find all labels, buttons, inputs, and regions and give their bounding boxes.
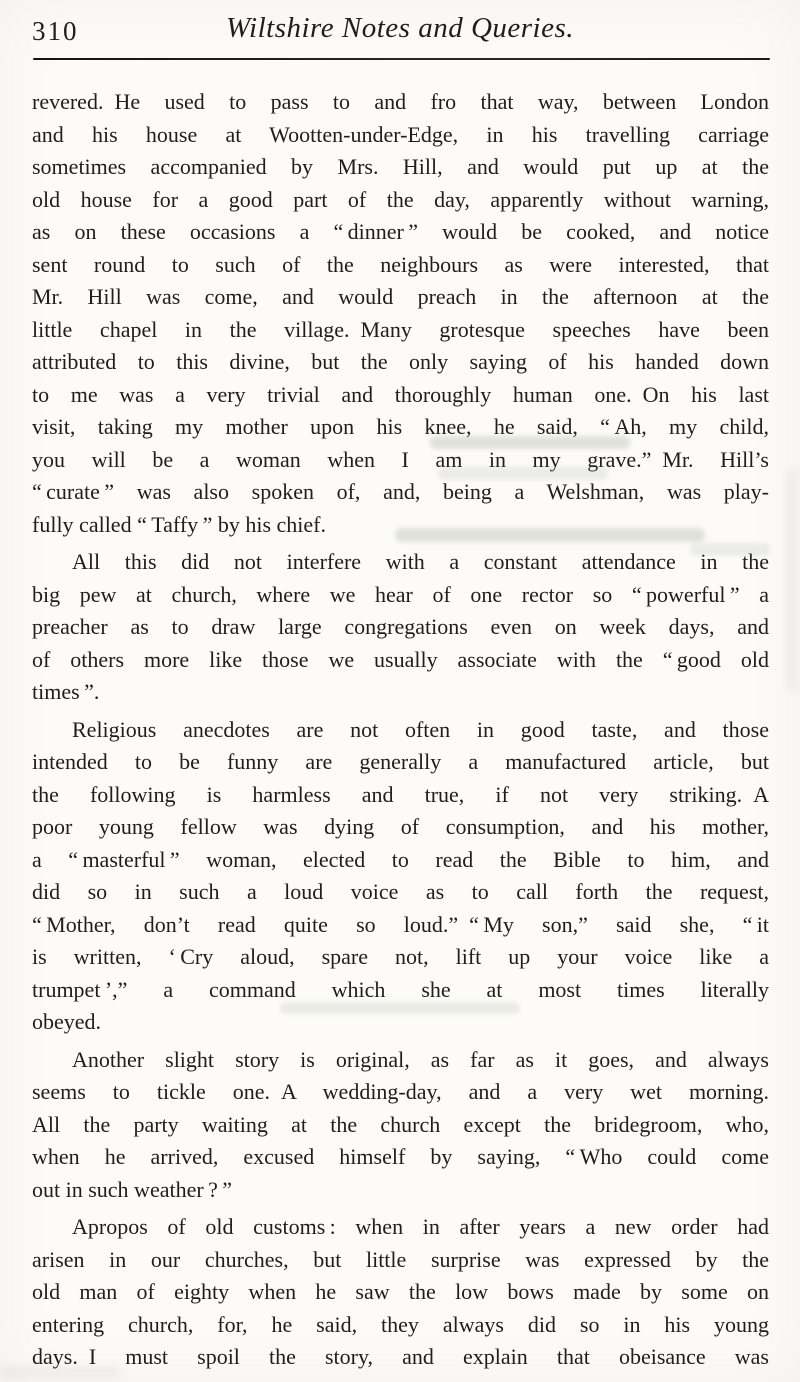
text-line: old man of eighty when he saw the low bows made by some on <box>32 1279 769 1304</box>
page-header <box>32 10 768 54</box>
text-line: obeyed. <box>32 1009 102 1034</box>
text-line: big pew at church, where we hear of one rector so “ powerful ” a <box>32 581 769 607</box>
scan-edge-smudge <box>786 470 798 690</box>
text-line: arisen in our churches, but little surprise was expressed by the <box>32 1246 769 1272</box>
paragraph <box>32 714 769 1039</box>
page-number: 310 <box>32 16 79 46</box>
text-line: old house for a good part of the day, apparently without warning, <box>32 186 769 212</box>
text-line: as on these occasions a “ dinner ” would be cooked, and notice <box>32 219 769 244</box>
text-line: Apropos of old customs : when in after years a new order had <box>72 1214 769 1239</box>
text-line: Mr. Hill was come, and would preach in the afternoon at the <box>32 284 769 309</box>
paragraph <box>32 86 769 541</box>
text-line: “ Mother, don’t read quite so loud.” “ My son,” said she, “ it <box>32 911 769 937</box>
text-line: when he arrived, excused himself by saying, “ Who could come <box>32 1144 769 1169</box>
paragraph <box>32 1211 769 1374</box>
text-line: Religious anecdotes are not often in good taste, and those <box>72 716 769 742</box>
paragraph <box>32 546 769 709</box>
text-line: entering church, for, he said, they always did so in his young <box>32 1311 769 1337</box>
text-line: All the party waiting at the church except the bridegroom, who, <box>32 1111 769 1137</box>
text-line: and his house at Wootten-under-Edge, in his travelling carriage <box>32 121 769 147</box>
text-line: times ”. <box>32 679 100 704</box>
text-line: visit, taking my mother upon his knee, he said, “ Ah, my child, <box>32 414 769 439</box>
text-line: All this did not interfere with a constant attendance in the <box>72 549 769 574</box>
text-line: fully called “ Taffy ” by his chief. <box>32 511 326 537</box>
page-body <box>32 86 769 1374</box>
text-line: did so in such a loud voice as to call forth the request, <box>32 879 769 904</box>
text-line: of others more like those we usually associate with the “ good old <box>32 646 769 672</box>
text-line: revered. He used to pass to and fro that way, between London <box>32 89 769 114</box>
text-line: a “ masterful ” woman, elected to read the Bible to him, and <box>32 846 769 872</box>
text-line: Another slight story is original, as far as it goes, and always <box>72 1046 769 1072</box>
text-line: sometimes accompanied by Mrs. Hill, and would put up at the <box>32 154 769 179</box>
paragraph <box>32 1044 769 1207</box>
text-line: intended to be funny are generally a manufactured article, but <box>32 749 769 774</box>
text-line: poor young fellow was dying of consumption, and his mother, <box>32 814 769 839</box>
text-line: “ curate ” was also spoken of, and, being a Welshman, was play- <box>32 479 769 504</box>
text-line: attributed to this divine, but the only saying of his handed down <box>32 349 769 374</box>
text-line: days. I must spoil the story, and explain that obeisance was <box>32 1344 769 1369</box>
text-line: is written, ‘ Cry aloud, spare not, lift up your voice like a <box>32 944 769 969</box>
text-line: sent round to such of the neighbours as were interested, that <box>32 251 769 277</box>
text-line: seems to tickle one. A wedding-day, and a very wet morning. <box>32 1079 769 1104</box>
header-title: Wiltshire Notes and Queries. <box>225 12 575 44</box>
text-line: to me was a very trivial and thoroughly human one. On his last <box>32 381 769 407</box>
text-line: you will be a woman when I am in my grave.” Mr. Hill’s <box>32 446 769 472</box>
text-line: out in such weather ? ” <box>32 1176 233 1202</box>
text-line: preacher as to draw large congregations even on week days, and <box>32 614 769 639</box>
text-line: trumpet ’,” a command which she at most times literally <box>32 976 769 1002</box>
header-rule <box>33 58 770 60</box>
text-line: little chapel in the village. Many grotesque speeches have been <box>32 316 769 342</box>
text-line: the following is harmless and true, if not very striking. A <box>32 781 769 807</box>
